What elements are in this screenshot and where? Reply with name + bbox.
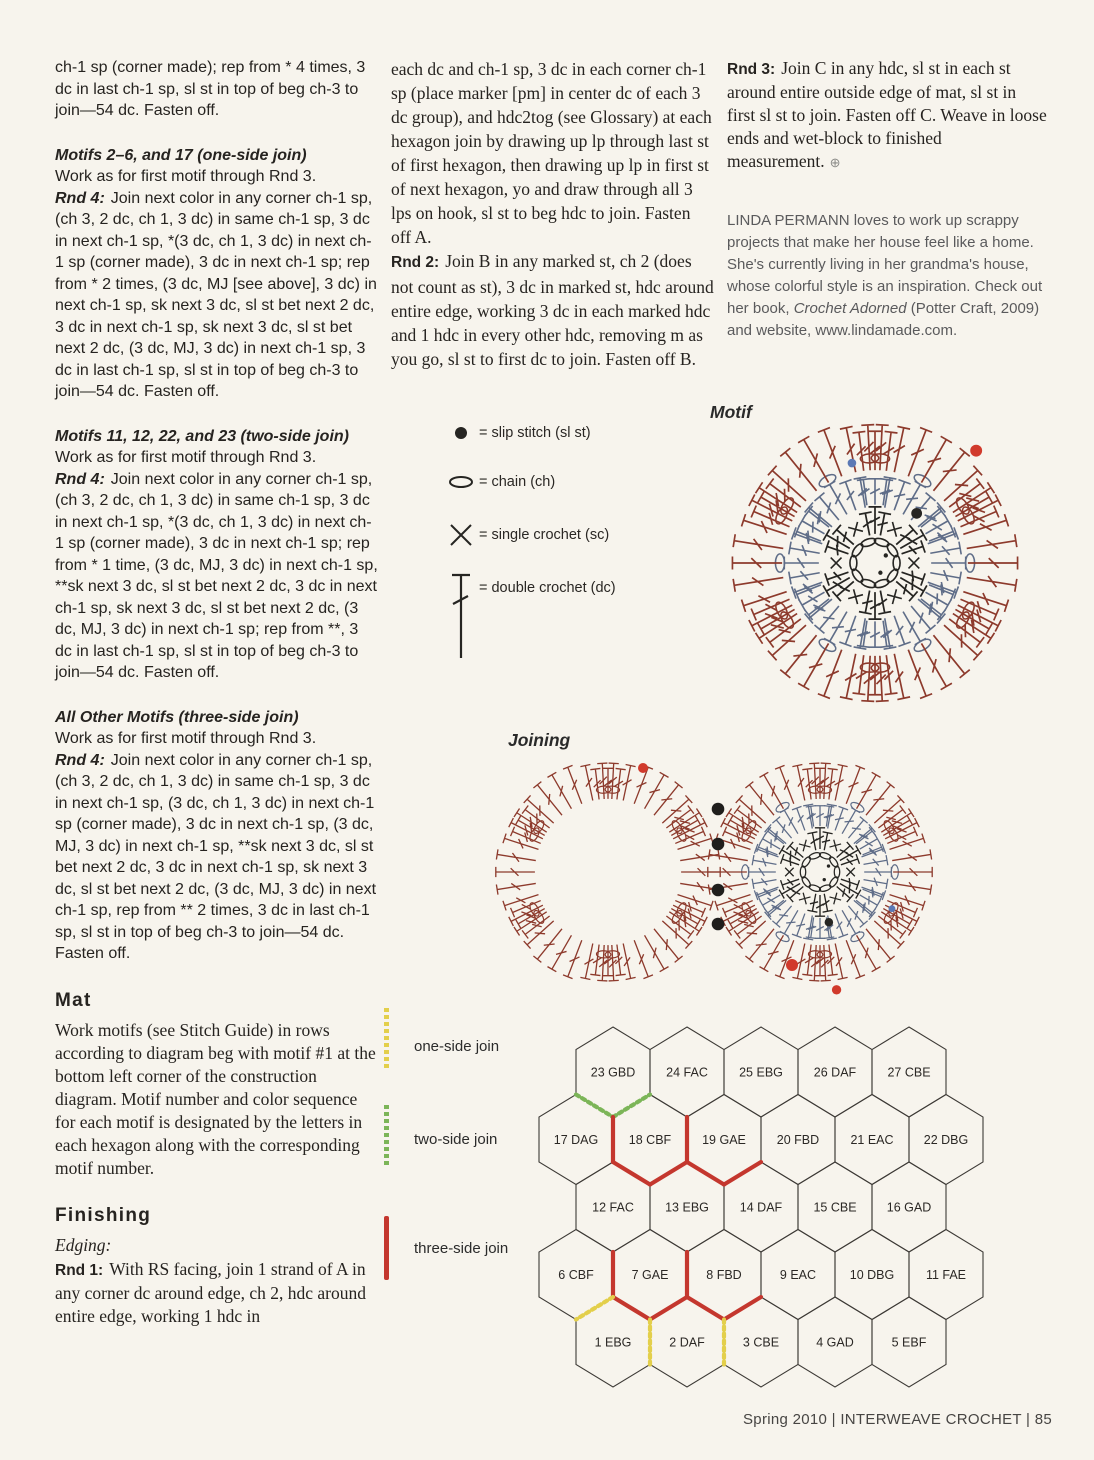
finishing-heading: Finishing (55, 1204, 152, 1226)
red-marker-dot (638, 763, 648, 773)
hexagon-label: 14 DAF (739, 1200, 783, 1215)
section-one-side-join (55, 145, 378, 403)
page-footer: Spring 2010 | INTERWEAVE CROCHET | 85 (743, 1411, 1052, 1428)
key-item-slip-stitch (443, 424, 591, 442)
double-crochet-icon (443, 570, 479, 662)
hexagon-label: 6 CBF (558, 1268, 594, 1282)
hexagon-join-dot (712, 918, 725, 931)
mat-paragraph: Work motifs (see Stitch Guide) in rows according to diagram beg with motif #1 at the bottom left corner of the construction diagram. Motif number and color sequence for each motif is designated by the letters in each hexagon along with the corresponding motif number. (55, 1019, 376, 1178)
rnd-text: Join B in any marked st, ch 2 (does not count as st), 3 dc in marked st, hdc around entire edge, working 3 dc in each marked hdc and 1 hdc in every other hdc, removing m as you go, sl st to first dc to join. Fasten off B. (391, 251, 714, 369)
two-side-join-swatch (384, 1105, 389, 1167)
stitch-symbol-key (443, 424, 703, 669)
hexagon-label: 7 GAE (631, 1268, 669, 1282)
work-line: Work as for first motif through Rnd 3. (55, 449, 317, 466)
left-column (55, 57, 378, 1328)
key-label: = slip stitch (sl st) (479, 425, 591, 441)
hexagon-label: 8 FBD (706, 1268, 742, 1282)
rnd4-paragraph (55, 469, 378, 684)
join-edge-three-side (650, 1297, 687, 1320)
hexagon-label: 21 EAC (850, 1133, 894, 1147)
rnd4-paragraph (55, 188, 378, 403)
hexagon-join-dot (712, 803, 725, 816)
bio-text: LINDA PERMANN loves to work up scrappy projects that make her house feel like a home. She's currently living in her grandma's house, whose colorful style is an inspiration. Check out her book, (727, 212, 1043, 317)
key-label: = chain (ch) (479, 474, 556, 490)
section-heading: Motifs 2–6, and 17 (one-side join) (55, 146, 307, 164)
hex-grid-group (539, 1027, 983, 1387)
join-edge-three-side (613, 1297, 650, 1320)
hexagon-label: 2 DAF (669, 1335, 705, 1350)
hexagon-label: 26 DAF (813, 1065, 857, 1080)
rnd-label: Rnd 1: (55, 1261, 104, 1279)
joining-diagram-label: Joining (508, 730, 571, 750)
one-side-join-swatch (384, 1008, 389, 1070)
hexagon-label: 4 GAD (816, 1335, 854, 1350)
key-item-single-crochet (443, 521, 609, 549)
bio-text: (Potter Craft, 2009) and website, www.lindamade.com. (727, 300, 1040, 339)
key-item-chain (443, 474, 555, 490)
rnd3-paragraph (727, 57, 1047, 174)
mat-heading: Mat (55, 989, 92, 1011)
end-of-article-icon: ⊕ (829, 155, 841, 170)
rnd-text: Join next color in any corner ch-1 sp, (ch 3, 2 dc, ch 1, 3 dc) in same ch-1 sp, 3 dc in next ch-1 sp, *(3 dc, ch 1, 3 dc) in next ch-1 sp (corner made), 3 dc in next ch-1 sp; rep from * 2 times, (3 dc, MJ [see above], 3 dc) in next ch-1 sp, sk next 3 dc, sl st bet next 2 dc, 3 dc in next ch-1 sp, sk next 3 dc, sl st bet next 2 dc, (3 dc, MJ, 3 dc) in next ch-1 sp, 3 dc in last ch-1 sp, sl st in top of beg ch-3 to join—54 dc. Fasten off. (55, 189, 377, 400)
blue-marker-dot (848, 459, 857, 468)
rnd-text: With RS facing, join 1 strand of A in any corner dc around edge, ch 2, hdc around entire edge, working 1 hdc in (55, 1258, 366, 1326)
hexagon-label: 19 GAE (702, 1133, 746, 1147)
rnd-text: Join next color in any corner ch-1 sp, (ch 3, 2 dc, ch 1, 3 dc) in same ch-1 sp, 3 dc in next ch-1 sp, *(3 dc, ch 1, 3 dc) in next ch-1 sp (corner made), 3 dc in next ch-1 sp; rep from * 1 time, (3 dc, MJ, 3 dc) in next ch-1 sp, **sk next 3 dc, sl st bet next 2 dc, 3 dc in next ch-1 sp, sk next 3 dc, sl st bet next 2 dc, (3 dc, MJ, 3 dc) in next ch-1 sp; rep from **, 3 dc in last ch-1 sp, sl st in top of beg ch-3 to join—54 dc. Fasten off. (55, 470, 378, 681)
hexagon-label: 27 CBE (887, 1065, 931, 1080)
hexagon-label: 5 EBF (891, 1335, 927, 1350)
hexagon-label: 18 CBF (628, 1133, 672, 1147)
hexagon-label: 25 EBG (739, 1065, 783, 1080)
rnd1-paragraph (55, 1258, 378, 1328)
hexagon-label: 11 FAE (925, 1268, 967, 1282)
section-three-side-join (55, 707, 378, 965)
hexagon-label: 3 CBE (742, 1335, 780, 1350)
work-line: Work as for first motif through Rnd 3. (55, 730, 317, 747)
author-bio (727, 210, 1047, 342)
red-marker-dot (786, 959, 798, 971)
key-item-double-crochet (443, 570, 616, 662)
construction-diagram (530, 1000, 1000, 1400)
red-marker-dot (832, 985, 841, 994)
hexagon-label: 20 FBD (776, 1133, 820, 1147)
work-line: Work as for first motif through Rnd 3. (55, 168, 317, 185)
joining-crochet-chart (480, 722, 990, 1012)
bio-book-title: Crochet Adorned (793, 300, 907, 317)
hexagon-label: 9 EAC (779, 1268, 817, 1282)
black-marker-dot (825, 918, 834, 927)
join-edge-three-side (613, 1162, 650, 1185)
motif-diagram-chart (732, 425, 1017, 702)
hexagon-label: 22 DBG (923, 1133, 969, 1147)
two-side-join-label: two-side join (414, 1131, 498, 1148)
slip-stitch-icon (443, 424, 479, 442)
key-label: = single crochet (sc) (479, 527, 610, 543)
chain-icon (443, 474, 479, 490)
rnd2-paragraph (391, 249, 714, 371)
black-marker-dot (911, 508, 922, 519)
join-edge-one-side (576, 1297, 613, 1320)
join-edge-three-side (687, 1297, 724, 1320)
blue-marker-dot (889, 905, 896, 912)
hexagon-label: 16 GAD (886, 1200, 932, 1215)
middle-column (391, 57, 714, 371)
hexagon-label: 13 EBG (665, 1200, 709, 1215)
three-side-join-label: three-side join (414, 1240, 509, 1257)
hexagon-label: 23 GBD (590, 1065, 636, 1080)
rnd-text: Join C in any hdc, sl st in each st around entire outside edge of mat, sl st in first sl st to join. Fasten off C. Weave in loose ends and wet-block to finished measurement. (727, 58, 1047, 171)
rnd-label: Rnd 3: (727, 61, 776, 78)
join-edge-three-side (687, 1162, 724, 1185)
rnd-label: Rnd 4: (55, 751, 105, 769)
join-edge-two-side (576, 1095, 613, 1118)
key-label: = double crochet (dc) (479, 580, 616, 596)
hexagon-label: 12 FAC (592, 1200, 634, 1215)
hexagon-label: 17 DAG (553, 1133, 599, 1147)
edging-label: Edging: (55, 1234, 112, 1255)
rnd-label: Rnd 4: (55, 189, 105, 207)
three-side-join-swatch (384, 1216, 389, 1280)
section-two-side-join (55, 426, 378, 684)
rnd4-paragraph (55, 750, 378, 965)
red-marker-dot (970, 445, 982, 457)
rnd-text: Join next color in any corner ch-1 sp, (ch 3, 2 dc, ch 1, 3 dc) in same ch-1 sp, 3 dc in next ch-1 sp, (3 dc, ch 1, 3 dc) in next ch-1 sp (corner made), 3 dc in next ch-1 sp, (3 dc, MJ, 3 dc) in next ch-1 sp, **sk next 3 dc, sl st bet next 2 dc, 3 dc in next ch-1 sp, sk next 3 dc, sl st bet next 2 dc, (3 dc, MJ, 3 dc) in next ch-1 sp, rep from ** 2 times, 3 dc in last ch-1 sp, sl st in top of beg ch-3 to join—54 dc. Fasten off. (55, 751, 377, 962)
hexagon-join-dot (712, 838, 725, 851)
right-column (727, 57, 1047, 342)
joining-right-hexagon (708, 763, 932, 994)
hexagon-join-dot (712, 884, 725, 897)
rnd-label: Rnd 4: (55, 470, 105, 488)
hexagon-label: 10 DBG (849, 1268, 895, 1282)
single-crochet-icon (443, 521, 479, 549)
motif-crochet-chart (695, 415, 1070, 715)
join-edge-two-side (613, 1095, 650, 1118)
motif-diagram-label: Motif (710, 402, 752, 422)
section-heading: Motifs 11, 12, 22, and 23 (two-side join) (55, 427, 349, 445)
rnd1-continuation-paragraph: each dc and ch-1 sp, 3 dc in each corner ch-1 sp (place marker [pm] in center dc of each 3 dc group), and hdc2tog (see Glossary) at each hexagon join by drawing up lp through last st of first hexagon, then drawing up lp in first st of next hexagon, yo and draw through all 3 lps on hook, sl st to beg hdc to join. Fasten off A. (391, 59, 712, 247)
join-edge-three-side (724, 1162, 761, 1185)
hexagon-label: 15 CBE (813, 1200, 857, 1215)
hexagon-label: 1 EBG (594, 1335, 632, 1350)
join-edge-three-side (650, 1162, 687, 1185)
join-edge-three-side (724, 1297, 761, 1320)
one-side-join-label: one-side join (414, 1038, 500, 1055)
joining-left-hexagon (496, 763, 720, 981)
section-heading: All Other Motifs (three-side join) (55, 708, 299, 726)
rnd-label: Rnd 2: (391, 254, 440, 271)
hexagon-label: 24 FAC (666, 1065, 708, 1080)
pattern-continuation-paragraph: ch-1 sp (corner made); rep from * 4 times, 3 dc in last ch-1 sp, sl st in top of beg ch-3 to join—54 dc. Fasten off. (55, 59, 366, 119)
